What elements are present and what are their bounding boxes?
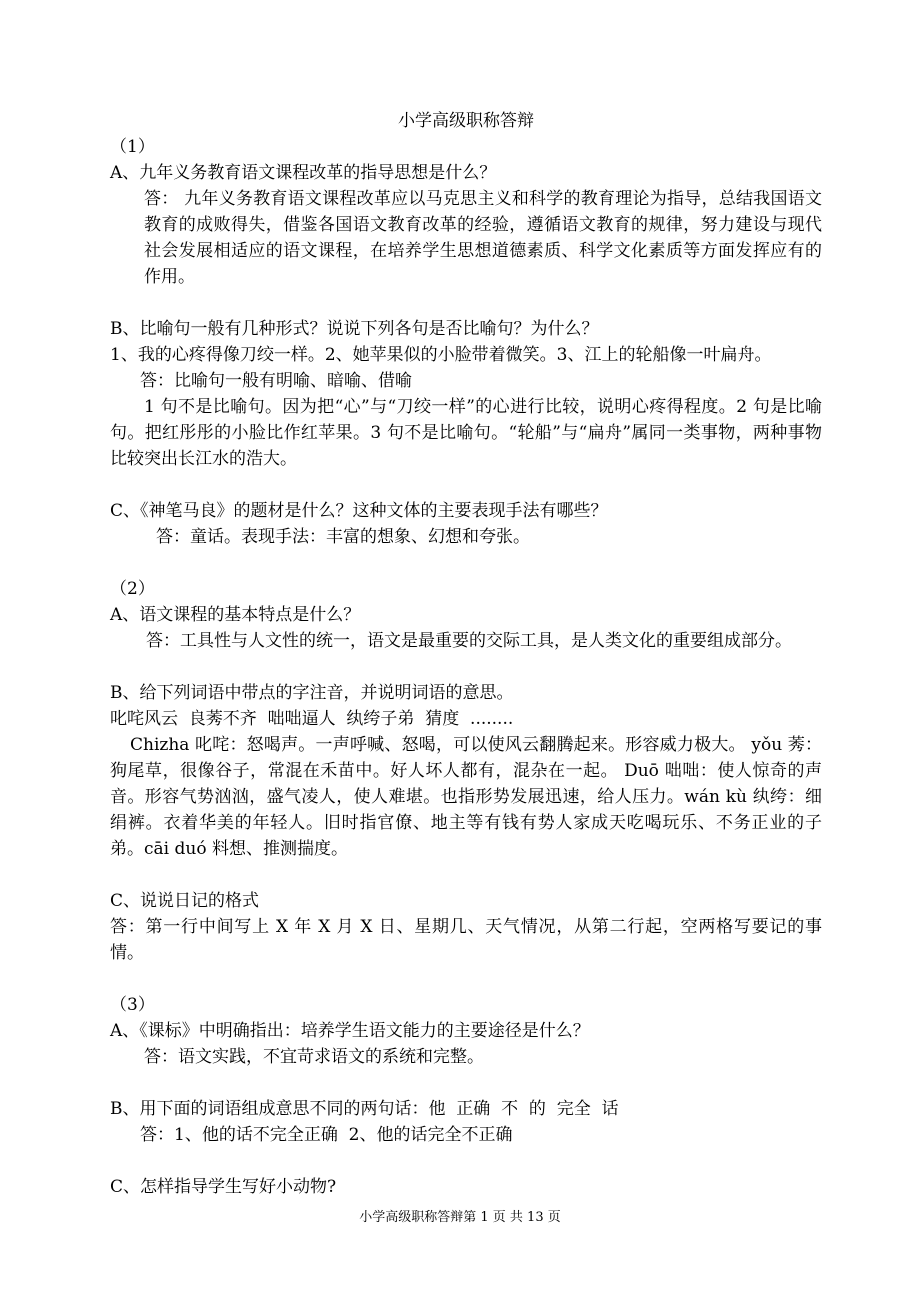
question: B、用下面的词语组成意思不同的两句话：他 正确 不 的 完全 话 [110,1099,619,1119]
section-label: （2） [110,579,155,599]
question: B、比喻句一般有几种形式？说说下列各句是否比喻句？为什么？ [110,319,599,339]
section-label: （1） [110,137,155,157]
spacer [110,654,822,680]
document-page [110,108,822,1200]
answer: 答：工具性与人文性的统一，语文是最重要的交际工具，是人类文化的重要组成部分。 [146,631,792,651]
answer: 答： 九年义务教育语文课程改革应以马克思主义和科学的教育理论为指导，总结我国语文教育的成败得失，借鉴各国语文教育改革的经验，遵循语文教育的规律，努力建设与现代社会发展相适应的语文课程，在培养学生思想道德素质、科学文化素质等方面发挥应有的作用。 [144,189,822,287]
spacer [110,472,822,498]
spacer [110,550,822,576]
question: C、怎样指导学生写好小动物? [110,1177,337,1197]
spacer [110,1070,822,1096]
question: A、语文课程的基本特点是什么？ [110,605,361,625]
examples: 1、我的心疼得像刀绞一样。2、她苹果似的小脸带着微笑。3、江上的轮船像一叶扁舟。 [110,345,772,365]
question: C、《神笔马良》的题材是什么？这种文体的主要表现手法有哪些？ [110,501,608,521]
answer: 答：第一行中间写上 X 年 X 月 X 日、星期几、天气情况，从第二行起，空两格写要记的事情。 [110,917,822,963]
answer: 答：童话。表现手法：丰富的想象、幻想和夸张。 [156,527,530,547]
question: A、九年义务教育语文课程改革的指导思想是什么？ [110,163,497,183]
spacer [110,862,822,888]
answer: 答：比喻句一般有明喻、暗喻、借喻 [140,371,412,391]
answer: 答：1、他的话不完全正确 2、他的话完全不正确 [140,1125,513,1145]
question: B、给下列词语中带点的字注音，并说明词语的意思。 [110,683,514,703]
page-title: 小学高级职称答辩 [398,111,534,131]
section-label: （3） [110,995,155,1015]
answer: 答：语文实践，不宜苛求语文的系统和完整。 [144,1047,484,1067]
spacer [110,1148,822,1174]
explanation: 1 句不是比喻句。因为把“心”与“刀绞一样”的心进行比较，说明心疼得程度。2 句是比喻句。把红彤彤的小脸比作红苹果。3 句不是比喻句。“轮船”与“扁舟”属同一类事物，两种事物比较突出长江水的浩大。 [110,397,822,469]
question: C、说说日记的格式 [110,891,260,911]
spacer [110,290,822,316]
spacer [110,966,822,992]
page-footer: 小学高级职称答辩第 1 页 共 13 页 [359,1210,561,1225]
examples: 叱咤风云 良莠不齐 咄咄逼人 纨绔子弟 猜度 ........ [110,709,514,729]
question: A、《课标》中明确指出：培养学生语文能力的主要途径是什么？ [110,1021,590,1041]
explanation: Chizha 叱咤：怒喝声。一声呼喊、怒喝，可以使风云翻腾起来。形容威力极大。 yǒu 莠：狗尾草，很像谷子，常混在禾苗中。好人坏人都有，混杂在一起。 Duō 咄咄：使人惊奇的声音。形容气势汹汹，盛气凌人，使人难堪。也指形势发展迅速，给人压力。wán kù 纨绔：细绢裤。衣着华美的年轻人。旧时指官僚、地主等有钱有势人家成天吃喝玩乐、不务正业的子弟。cāi duó 料想、推测揣度。 [110,735,822,859]
